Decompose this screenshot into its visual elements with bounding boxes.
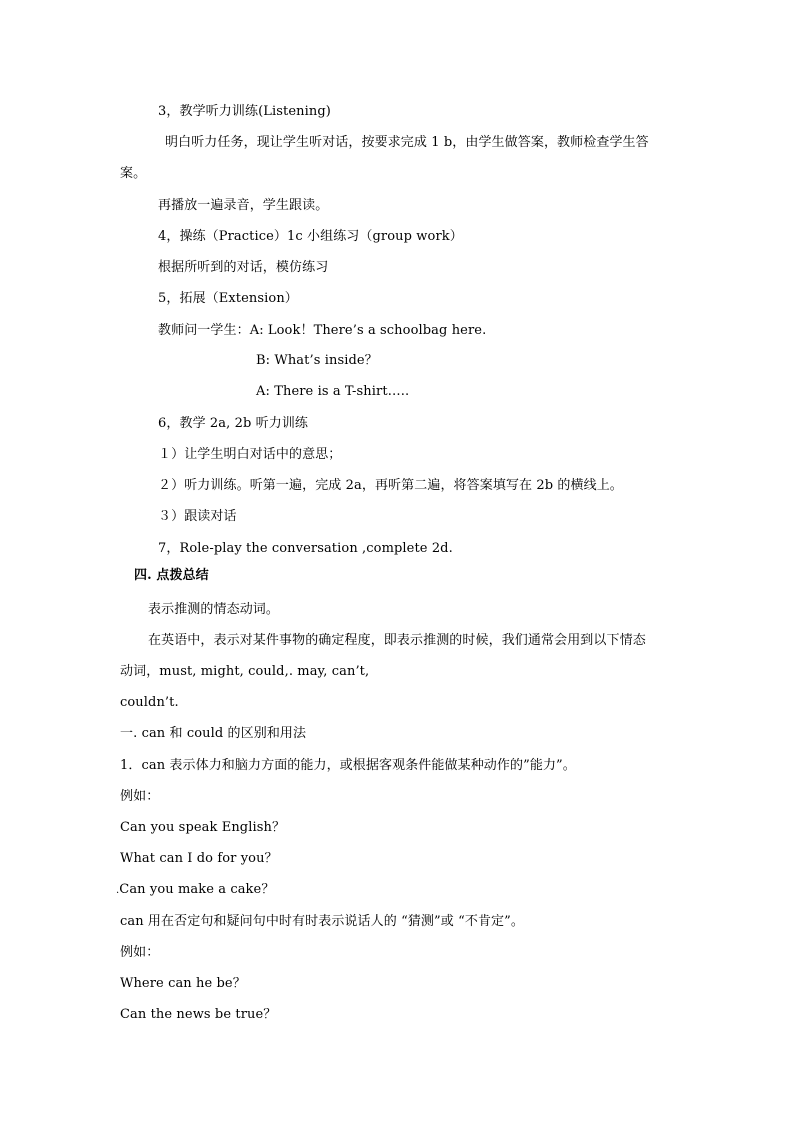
paragraph-text: 明白听力任务，现让学生听对话，按要求完成 1 b，由学生做答案，教师检查学生答 [165, 135, 649, 150]
section-4-heading: 4，操练（Practice）1c 小组练习（group work） [158, 229, 463, 244]
list-item: ３）跟读对话 [158, 509, 237, 524]
paragraph-text: 动词，must, might, could,. may, can’t, [120, 664, 370, 679]
dialogue-line: B: What’s inside？ [256, 353, 378, 368]
example-label: 例如： [120, 945, 160, 960]
section-6-heading: 6，教学 2a, 2b 听力训练 [158, 416, 309, 431]
paragraph-text: 再播放一遍录音，学生跟读。 [158, 198, 329, 213]
section-5-heading: 5，拓展（Extension） [158, 291, 298, 306]
dot-mark: . [116, 885, 120, 896]
subsection-heading: 一. can 和 could 的区别和用法 [120, 726, 307, 741]
example-sentence: Can you make a cake？ [119, 882, 275, 897]
paragraph-text: 根据所听到的对话，模仿练习 [158, 260, 329, 275]
example-sentence: Can you speak English？ [120, 820, 286, 835]
paragraph-text: 1．can 表示体力和脑力方面的能力，或根据客观条件能做某种动作的”能力”。 [120, 758, 576, 773]
list-item: ２）听力训练。听第一遍，完成 2a，再听第二遍，将答案填写在 2b 的横线上。 [158, 478, 623, 493]
dialogue-line: A: There is a T-shirt….. [256, 384, 410, 399]
section-3-heading: 3，教学听力训练(Listening) [158, 104, 331, 119]
example-sentence-row [116, 881, 274, 900]
paragraph-text: 表示推测的情态动词。 [148, 602, 280, 617]
paragraph-text: 在英语中，表示对某件事物的确定程度，即表示推测的时候，我们通常会用到以下情态 [148, 633, 646, 648]
paragraph-text: can 用在否定句和疑问句中时有时表示说话人的 “猜测”或 “不肯定”。 [120, 914, 524, 929]
example-sentence: Where can he be？ [120, 976, 246, 991]
list-item: １）让学生明白对话中的意思； [158, 447, 342, 462]
paragraph-text: 案。 [120, 166, 147, 181]
example-label: 例如： [120, 789, 160, 804]
paragraph-text: couldn’t. [120, 695, 179, 710]
summary-heading: 四. 点拨总结 [134, 568, 209, 583]
example-sentence: Can the news be true？ [120, 1007, 277, 1022]
section-7-heading: 7，Role-play the conversation ,complete 2d. [158, 541, 453, 556]
example-sentence: What can I do for you？ [120, 851, 278, 866]
dialogue-line: 教师问一学生：A: Look！There’s a schoolbag here. [158, 323, 487, 338]
